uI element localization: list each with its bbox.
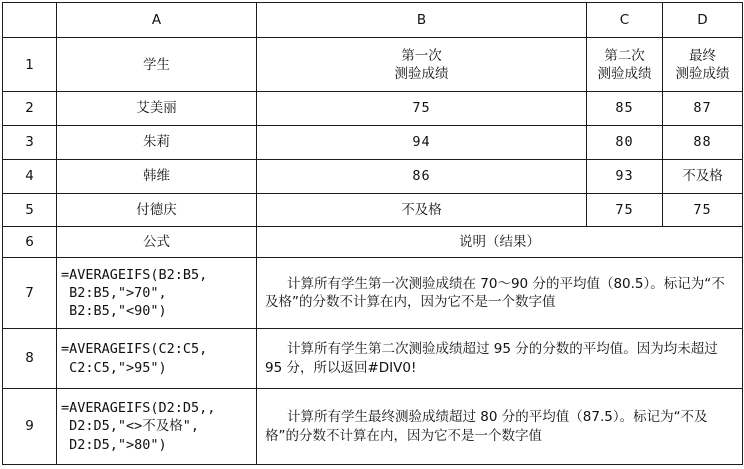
table-row xyxy=(3,125,743,159)
cell-text: 最终 xyxy=(689,47,716,64)
cell-text: 第一次 xyxy=(401,47,442,64)
formula-line: D2:D5,"<>不及格", xyxy=(61,418,200,435)
cell-d2[interactable]: 87 xyxy=(663,92,743,125)
formula-line: C2:C5,">95") xyxy=(61,359,167,376)
formula-line: =AVERAGEIFS(B2:B5, xyxy=(61,266,208,283)
row-header[interactable]: 7 xyxy=(3,258,57,329)
cell-b5[interactable]: 不及格 xyxy=(257,194,587,227)
cell-b2[interactable]: 75 xyxy=(257,92,587,125)
table-row xyxy=(3,227,743,258)
column-header-d[interactable]: D xyxy=(663,3,743,38)
column-header-b[interactable]: B xyxy=(257,3,587,38)
column-header-a[interactable]: A xyxy=(57,3,257,38)
cell-b4[interactable]: 86 xyxy=(257,159,587,193)
description-cell-b9[interactable] xyxy=(257,389,743,465)
table-row xyxy=(3,159,743,193)
row-header[interactable]: 5 xyxy=(3,194,57,227)
cell-text: 测验成绩 xyxy=(394,65,449,82)
table-row xyxy=(3,92,743,125)
formula-line: =AVERAGEIFS(D2:D5,, xyxy=(61,400,216,417)
cell-b3[interactable]: 94 xyxy=(257,125,587,159)
table-row xyxy=(3,38,743,92)
cell-d1[interactable] xyxy=(663,38,743,92)
description-text: 计算所有学生第二次测验成绩超过 95 分的分数的平均值。因为均未超过 95 分，所以返回#DIV0! xyxy=(265,341,718,376)
cell-c1[interactable] xyxy=(587,38,663,92)
cell-a2[interactable]: 艾美丽 xyxy=(57,92,257,125)
table-row xyxy=(3,328,743,388)
column-header-c[interactable]: C xyxy=(587,3,663,38)
cell-c4[interactable]: 93 xyxy=(587,159,663,193)
table-row xyxy=(3,194,743,227)
formula-cell-a9[interactable] xyxy=(57,389,257,465)
row-header[interactable]: 6 xyxy=(3,227,57,258)
cell-a4[interactable]: 韩维 xyxy=(57,159,257,193)
cell-d3[interactable]: 88 xyxy=(663,125,743,159)
corner-cell[interactable] xyxy=(3,3,57,38)
table-row xyxy=(3,258,743,329)
description-cell-b8[interactable] xyxy=(257,328,743,388)
formula-cell-a8[interactable] xyxy=(57,328,257,388)
formula-line: B2:B5,"<90") xyxy=(61,303,167,320)
cell-c3[interactable]: 80 xyxy=(587,125,663,159)
row-header[interactable]: 9 xyxy=(3,389,57,465)
cell-c5[interactable]: 75 xyxy=(587,194,663,227)
row-header[interactable]: 1 xyxy=(3,38,57,92)
cell-d4[interactable]: 不及格 xyxy=(663,159,743,193)
cell-a3[interactable]: 朱莉 xyxy=(57,125,257,159)
description-cell-b7[interactable] xyxy=(257,258,743,329)
cell-c2[interactable]: 85 xyxy=(587,92,663,125)
formula-line: D2:D5,">80") xyxy=(61,436,167,453)
row-header[interactable]: 4 xyxy=(3,159,57,193)
cell-b6[interactable]: 说明（结果） xyxy=(257,227,743,258)
formula-cell-a7[interactable] xyxy=(57,258,257,329)
row-header[interactable]: 8 xyxy=(3,328,57,388)
row-header[interactable]: 3 xyxy=(3,125,57,159)
cell-text: 测验成绩 xyxy=(597,65,652,82)
formula-line: =AVERAGEIFS(C2:C5, xyxy=(61,341,208,358)
table-row xyxy=(3,389,743,465)
formula-line: B2:B5,">70", xyxy=(61,285,167,302)
cell-a6[interactable]: 公式 xyxy=(57,227,257,258)
description-text: 计算所有学生第一次测验成绩在 70～90 分的平均值（80.5）。标记为“不及格”的分数不计算在内，因为它不是一个数字值 xyxy=(265,275,725,311)
cell-a5[interactable]: 付德庆 xyxy=(57,194,257,227)
spreadsheet-grid xyxy=(2,2,743,465)
cell-b1[interactable] xyxy=(257,38,587,92)
cell-text: 测验成绩 xyxy=(675,65,730,82)
row-header[interactable]: 2 xyxy=(3,92,57,125)
description-text: 计算所有学生最终测验成绩超过 80 分的平均值（87.5）。标记为“不及格”的分数不计算在内，因为它不是一个数字值 xyxy=(265,409,708,444)
cell-a1[interactable]: 学生 xyxy=(57,38,257,92)
cell-text: 第二次 xyxy=(604,47,645,64)
cell-d5[interactable]: 75 xyxy=(663,194,743,227)
column-header-row xyxy=(3,3,743,38)
